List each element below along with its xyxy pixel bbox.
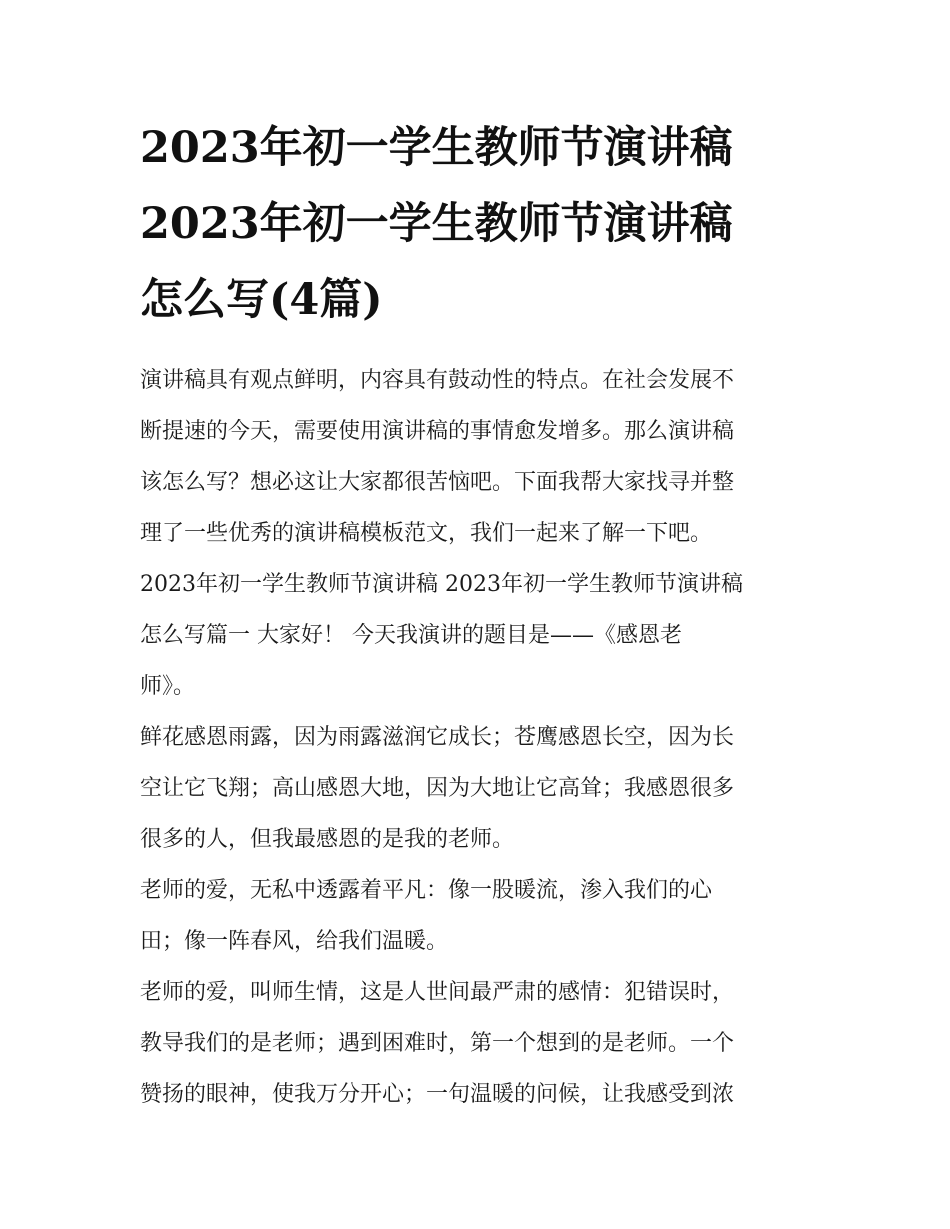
document-body	[140, 355, 820, 1120]
body-line: 断提速的今天，需要使用演讲稿的事情愈发增多。那么演讲稿	[140, 419, 735, 444]
title-line-3: 怎么写(4篇)	[140, 275, 383, 325]
body-line: 2023年初一学生教师节演讲稿 2023年初一学生教师节演讲稿	[140, 572, 743, 597]
body-line: 空让它飞翔；高山感恩大地，因为大地让它高耸；我感恩很多	[140, 776, 735, 801]
body-line: 赞扬的眼神，使我万分开心；一句温暖的问候，让我感受到浓	[140, 1082, 735, 1107]
body-line: 该怎么写？想必这让大家都很苦恼吧。下面我帮大家找寻并整	[140, 470, 735, 495]
body-line: 老师的爱，无私中透露着平凡：像一股暖流，渗入我们的心	[140, 878, 713, 903]
body-line: 教导我们的是老师；遇到困难时，第一个想到的是老师。一个	[140, 1031, 735, 1056]
body-line: 师》。	[140, 674, 196, 699]
body-line: 老师的爱，叫师生情，这是人世间最严肃的感情：犯错误时，	[140, 980, 735, 1005]
title-line-1: 2023年初一学生教师节演讲稿	[140, 123, 733, 173]
body-line: 怎么写篇一 大家好！ 今天我演讲的题目是——《感恩老	[140, 623, 682, 648]
body-line: 田；像一阵春风，给我们温暖。	[140, 929, 449, 954]
body-line: 演讲稿具有观点鲜明，内容具有鼓动性的特点。在社会发展不	[140, 368, 735, 393]
title-line-2: 2023年初一学生教师节演讲稿	[140, 199, 733, 249]
document-title	[140, 110, 820, 338]
body-line: 鲜花感恩雨露，因为雨露滋润它成长；苍鹰感恩长空，因为长	[140, 725, 735, 750]
body-line: 理了一些优秀的演讲稿模板范文，我们一起来了解一下吧。	[140, 521, 713, 546]
body-line: 很多的人，但我最感恩的是我的老师。	[140, 827, 515, 852]
